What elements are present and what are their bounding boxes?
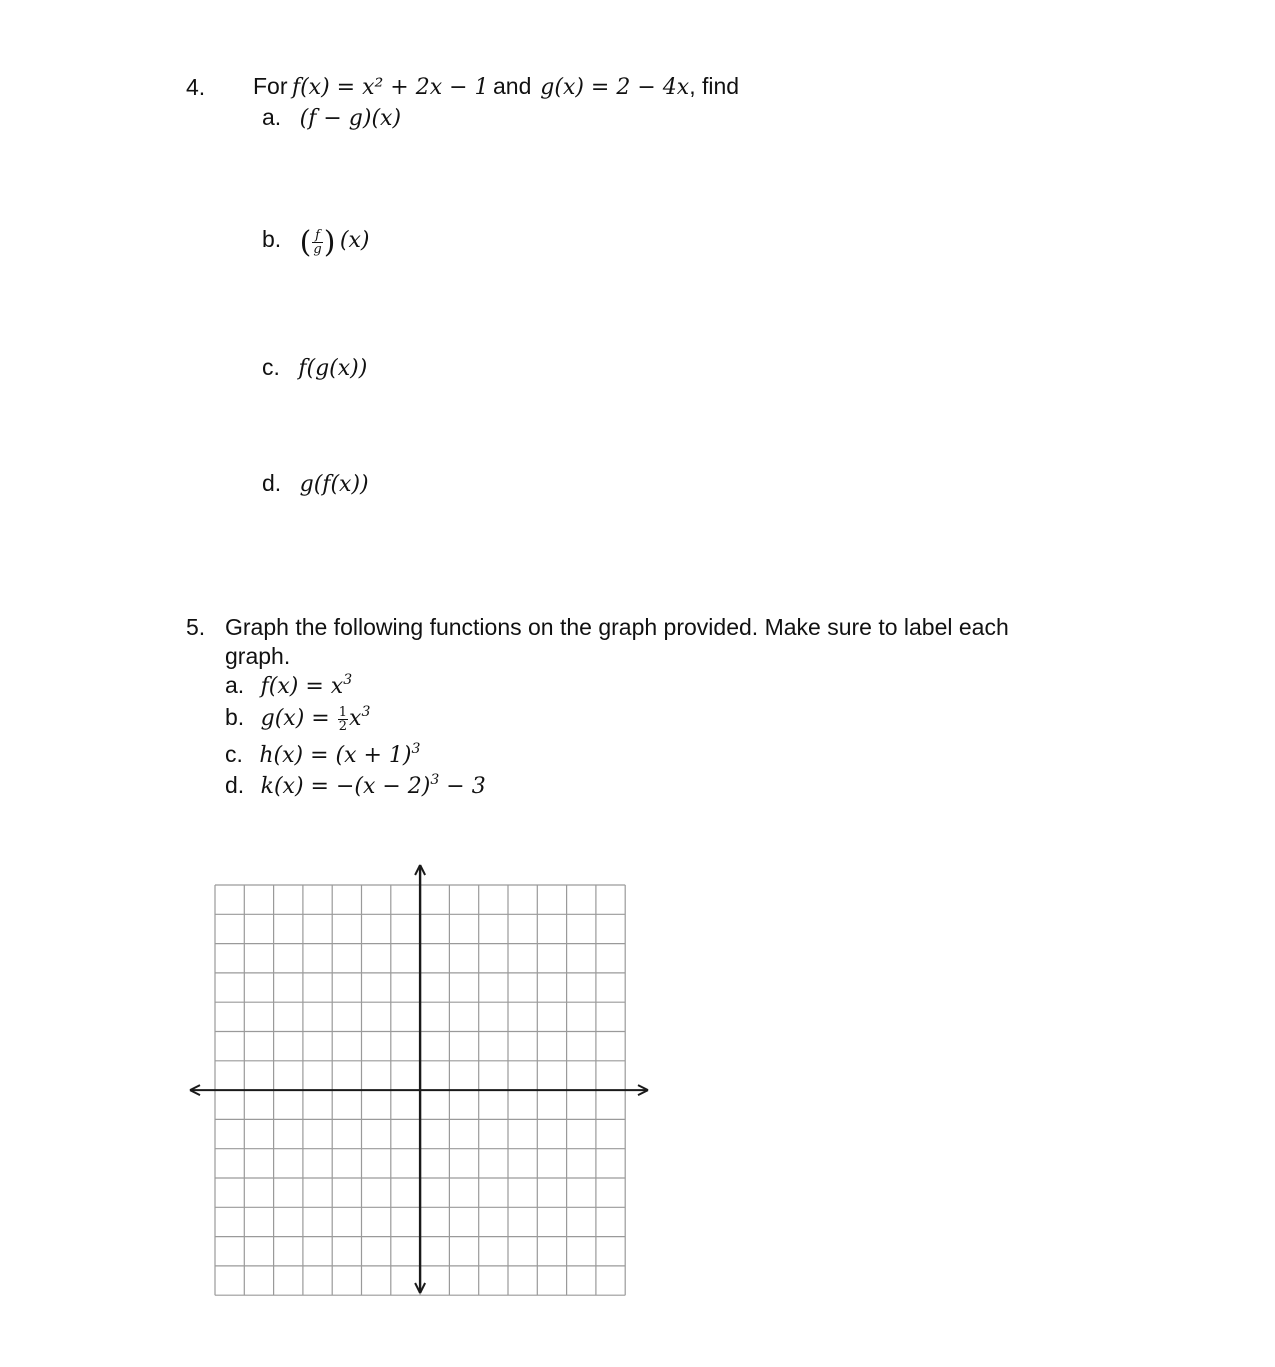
- question-4-number: 4.: [186, 74, 206, 100]
- prompt-find: , find: [689, 73, 740, 99]
- part-expression: [261, 674, 352, 699]
- part-letter: a.: [225, 672, 245, 698]
- q4-part-b: [262, 224, 370, 260]
- part-letter: a.: [262, 104, 282, 130]
- prompt-for: For: [253, 73, 288, 99]
- part-letter: b.: [225, 704, 245, 730]
- expression-tail: − 3: [439, 774, 486, 799]
- f-definition: f(x) = x² + 2x − 1: [291, 75, 489, 100]
- part-letter: d.: [225, 772, 245, 798]
- expression-rhs: x: [349, 706, 362, 731]
- q5-part-c: [225, 741, 420, 768]
- expression-lhs: g(x) =: [260, 706, 330, 731]
- part-letter: d.: [262, 470, 282, 496]
- axes: [190, 865, 648, 1293]
- q5-part-a: [225, 672, 352, 699]
- part-expression: [259, 743, 420, 768]
- exponent: 3: [411, 741, 421, 757]
- part-expression: [261, 774, 486, 799]
- fraction-numerator: 1: [338, 704, 348, 720]
- part-letter: c.: [225, 741, 243, 767]
- coordinate-grid[interactable]: [180, 855, 660, 1305]
- part-expression: (f − g)(x): [299, 106, 402, 131]
- q4-part-d: [262, 470, 369, 497]
- part-letter: c.: [262, 354, 280, 380]
- q4-part-c: [262, 354, 367, 381]
- prompt-and: and: [493, 73, 532, 99]
- fraction-numerator: f: [312, 229, 322, 243]
- fraction-denominator: 2: [338, 718, 348, 734]
- question-5-instruction-line2: graph.: [225, 643, 291, 669]
- expression-lhs: h(x) = (x + 1): [259, 743, 412, 768]
- part-expression: f(g(x)): [298, 356, 368, 381]
- part-expression: g(f(x)): [299, 472, 369, 497]
- exponent: 3: [430, 772, 440, 788]
- exponent: 3: [361, 704, 371, 720]
- expression-lhs: f(x) = x: [260, 674, 344, 699]
- expression-lhs: k(x) = −(x − 2): [260, 774, 431, 799]
- exponent: 3: [343, 672, 353, 688]
- question-5-instruction-line1: Graph the following functions on the graph provided. Make sure to label each: [225, 614, 1009, 640]
- question-5-number: 5.: [186, 614, 206, 640]
- fraction-denominator: g: [313, 242, 322, 258]
- part-expression-tail: (x): [339, 228, 370, 253]
- part-expression: ( $\frac{f}{g}$ ) (x): [299, 224, 370, 260]
- part-letter: b.: [262, 226, 282, 252]
- g-definition: g(x) = 2 − 4x: [540, 75, 690, 100]
- q5-part-b: [225, 704, 370, 733]
- question-4-prompt: [253, 73, 739, 100]
- q4-part-a: [262, 104, 401, 131]
- q5-part-d: [225, 772, 486, 799]
- part-expression: [260, 704, 371, 734]
